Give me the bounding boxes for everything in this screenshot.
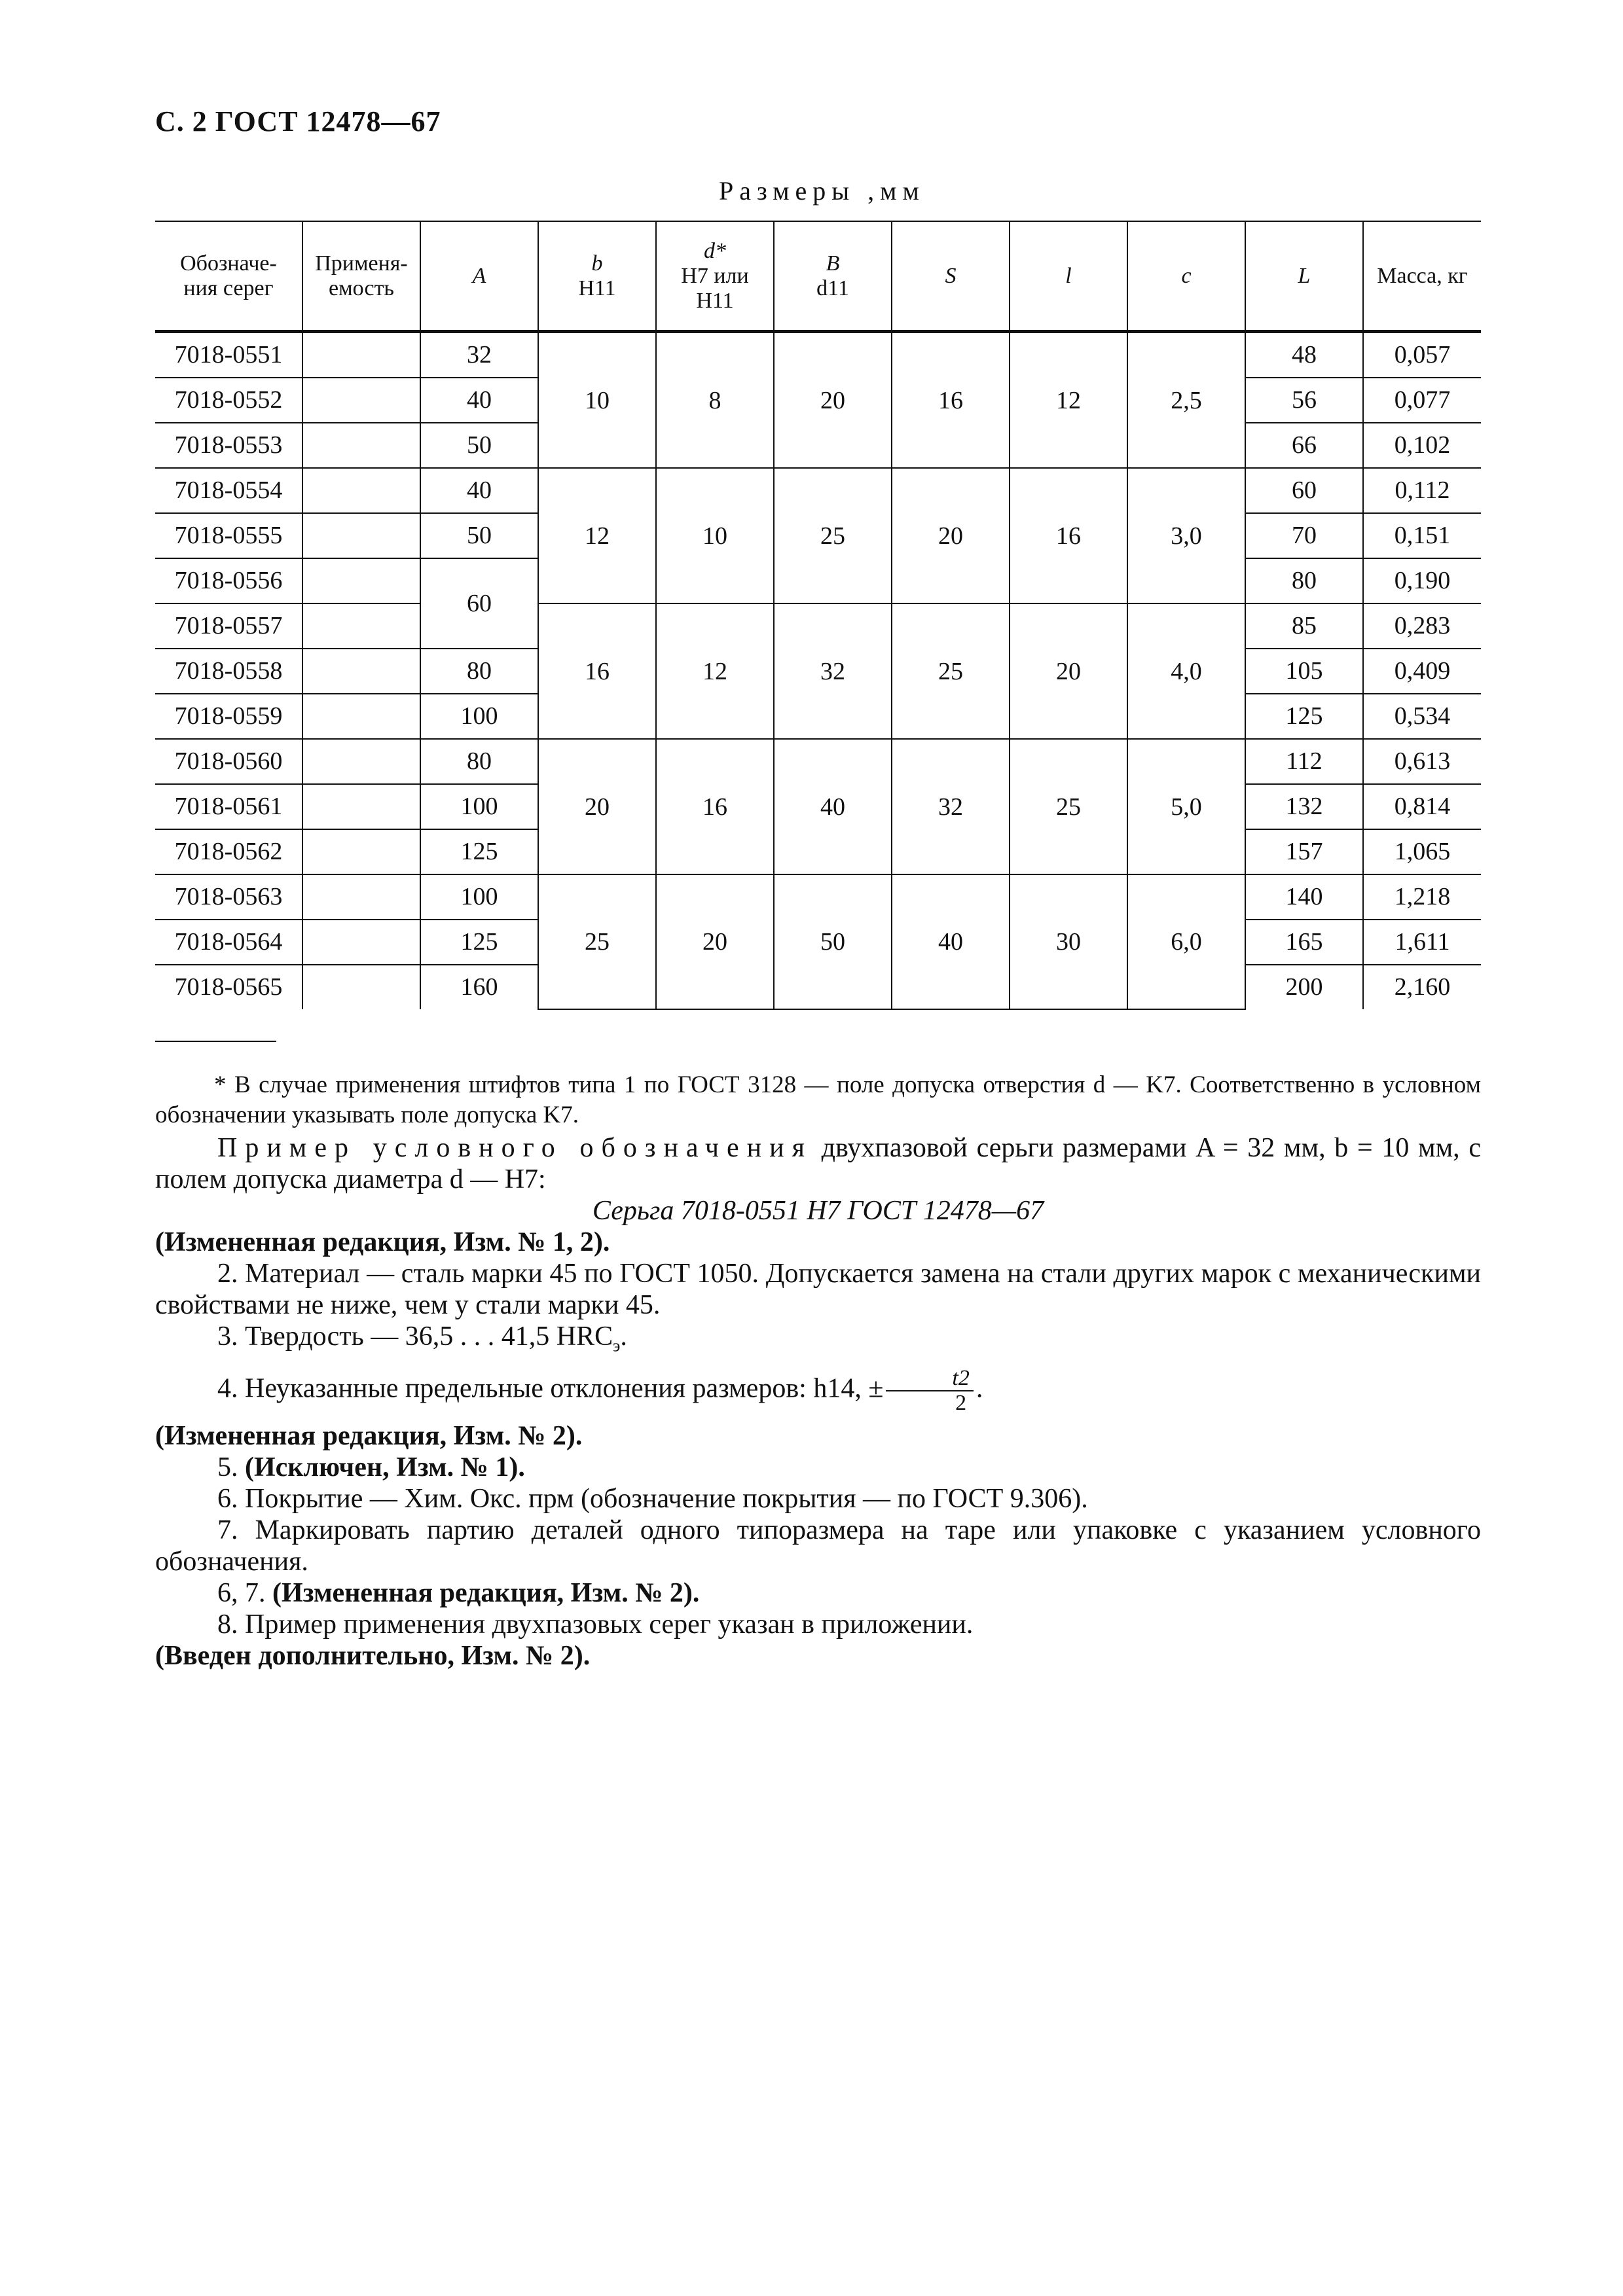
footnote-rule — [155, 1041, 276, 1042]
col-header-designation: Обозначе- ния серег — [155, 221, 302, 332]
revision-note: (Измененная редакция, Изм. № 2). — [155, 1421, 583, 1452]
cell-A: 50 — [420, 423, 538, 468]
item-2-material: 2. Материал — сталь марки 45 по ГОСТ 1050. Допускается замена на стали других марок с механическими свойствами не ниже, чем у стали марки 45. — [155, 1259, 1481, 1320]
col-header-B: B d11 — [774, 221, 892, 332]
cell-L: 80 — [1245, 558, 1363, 603]
cell-A: 100 — [420, 694, 538, 739]
col-header-c: c — [1127, 221, 1245, 332]
cell-code: 7018-0552 — [155, 378, 302, 423]
cell-d: 16 — [656, 739, 774, 874]
cell-S: 25 — [892, 603, 1010, 739]
table-header-row — [155, 221, 1481, 332]
cell-mass: 0,077 — [1363, 378, 1481, 423]
cell-A: 60 — [420, 558, 538, 649]
table-row — [155, 468, 1481, 513]
cell-code: 7018-0551 — [155, 332, 302, 378]
items-6-7-revision: 6, 7. (Измененная редакция, Изм. № 2). — [217, 1578, 700, 1609]
cell-applicability — [302, 920, 420, 965]
cell-mass: 0,057 — [1363, 332, 1481, 378]
cell-A: 80 — [420, 649, 538, 694]
cell-L: 140 — [1245, 874, 1363, 920]
cell-applicability — [302, 603, 420, 649]
item-6-coating: 6. Покрытие — Хим. Окс. прм (обозначение покрытия — по ГОСТ 9.306). — [217, 1484, 1088, 1515]
cell-d: 12 — [656, 603, 774, 739]
cell-A: 40 — [420, 468, 538, 513]
cell-applicability — [302, 829, 420, 874]
cell-c: 5,0 — [1127, 739, 1245, 874]
cell-code: 7018-0558 — [155, 649, 302, 694]
example-designation: Серьга 7018-0551 H7 ГОСТ 12478—67 — [592, 1196, 1044, 1226]
cell-mass: 2,160 — [1363, 965, 1481, 1009]
cell-A: 40 — [420, 378, 538, 423]
cell-B: 40 — [774, 739, 892, 874]
table-footnote: * В случае применения штифтов типа 1 по ГОСТ 3128 — поле допуска отверстия d — K7. Соответственно в условном обозначении указывать поле допуска K7. — [155, 1071, 1481, 1128]
cell-B: 20 — [774, 332, 892, 469]
cell-code: 7018-0564 — [155, 920, 302, 965]
cell-mass: 0,613 — [1363, 739, 1481, 784]
cell-applicability — [302, 874, 420, 920]
cell-B: 50 — [774, 874, 892, 1009]
cell-c: 2,5 — [1127, 332, 1245, 469]
revision-note: (Введен дополнительно, Изм. № 2). — [155, 1641, 591, 1672]
cell-b: 20 — [538, 739, 656, 874]
body-text — [155, 1132, 1481, 1672]
cell-code: 7018-0560 — [155, 739, 302, 784]
page-header: С. 2 ГОСТ 12478—67 — [155, 105, 441, 137]
col-header-L: L — [1245, 221, 1363, 332]
col-header-A: A — [420, 221, 538, 332]
example-paragraph — [155, 1132, 1481, 1195]
cell-L: 56 — [1245, 378, 1363, 423]
example-description: двухпазовой серьги размерами A = 32 мм, b = 10 мм, с полем допуска диаметра d — H7: — [155, 1133, 1481, 1194]
cell-mass: 0,151 — [1363, 513, 1481, 558]
cell-mass: 1,611 — [1363, 920, 1481, 965]
cell-l: 20 — [1010, 603, 1127, 739]
table-row — [155, 739, 1481, 784]
cell-applicability — [302, 558, 420, 603]
cell-L: 66 — [1245, 423, 1363, 468]
cell-code: 7018-0559 — [155, 694, 302, 739]
cell-applicability — [302, 965, 420, 1009]
example-heading: Пример условного обозначения — [217, 1133, 812, 1163]
cell-L: 60 — [1245, 468, 1363, 513]
cell-applicability — [302, 378, 420, 423]
cell-A: 125 — [420, 829, 538, 874]
cell-applicability — [302, 423, 420, 468]
cell-S: 16 — [892, 332, 1010, 469]
cell-code: 7018-0565 — [155, 965, 302, 1009]
cell-applicability — [302, 784, 420, 829]
cell-L: 105 — [1245, 649, 1363, 694]
cell-applicability — [302, 468, 420, 513]
cell-L: 125 — [1245, 694, 1363, 739]
table-row — [155, 874, 1481, 920]
cell-l: 25 — [1010, 739, 1127, 874]
cell-mass: 0,409 — [1363, 649, 1481, 694]
cell-mass: 0,102 — [1363, 423, 1481, 468]
cell-S: 32 — [892, 739, 1010, 874]
cell-L: 112 — [1245, 739, 1363, 784]
cell-L: 70 — [1245, 513, 1363, 558]
cell-A: 125 — [420, 920, 538, 965]
cell-A: 32 — [420, 332, 538, 378]
cell-L: 85 — [1245, 603, 1363, 649]
cell-B: 32 — [774, 603, 892, 739]
cell-mass: 0,112 — [1363, 468, 1481, 513]
cell-code: 7018-0563 — [155, 874, 302, 920]
cell-c: 4,0 — [1127, 603, 1245, 739]
cell-mass: 0,814 — [1363, 784, 1481, 829]
cell-code: 7018-0554 — [155, 468, 302, 513]
cell-code: 7018-0562 — [155, 829, 302, 874]
cell-l: 12 — [1010, 332, 1127, 469]
cell-applicability — [302, 694, 420, 739]
col-header-l: l — [1010, 221, 1127, 332]
cell-A: 80 — [420, 739, 538, 784]
cell-mass: 0,190 — [1363, 558, 1481, 603]
cell-c: 6,0 — [1127, 874, 1245, 1009]
cell-l: 30 — [1010, 874, 1127, 1009]
cell-mass: 1,218 — [1363, 874, 1481, 920]
cell-A: 50 — [420, 513, 538, 558]
revision-note: (Измененная редакция, Изм. № 1, 2). — [155, 1227, 610, 1257]
item-4-tolerances: 4. Неуказанные предельные отклонения размеров: h14, ± $\frac{t2}{2}$ . — [217, 1366, 983, 1416]
cell-b: 10 — [538, 332, 656, 469]
cell-L: 200 — [1245, 965, 1363, 1009]
cell-c: 3,0 — [1127, 468, 1245, 603]
cell-L: 157 — [1245, 829, 1363, 874]
cell-code: 7018-0556 — [155, 558, 302, 603]
cell-d: 20 — [656, 874, 774, 1009]
col-header-d: d* H7 или H11 — [656, 221, 774, 332]
item-8-application: 8. Пример применения двухпазовых серег указан в приложении. — [217, 1609, 974, 1640]
item-5-excluded: 5. (Исключен, Изм. № 1). — [217, 1452, 525, 1483]
cell-applicability — [302, 513, 420, 558]
table-row — [155, 332, 1481, 378]
cell-b: 12 — [538, 468, 656, 603]
cell-B: 25 — [774, 468, 892, 603]
table-row — [155, 603, 1481, 649]
cell-code: 7018-0557 — [155, 603, 302, 649]
item-3-hardness: 3. Твердость — 36,5 . . . 41,5 $HRC_э$. — [217, 1321, 627, 1355]
col-header-mass: Масса, кг — [1363, 221, 1481, 332]
tolerance-fraction: $\frac{t2}{2}$ — [886, 1367, 973, 1415]
cell-code: 7018-0555 — [155, 513, 302, 558]
cell-L: 48 — [1245, 332, 1363, 378]
cell-b: 25 — [538, 874, 656, 1009]
cell-mass: 1,065 — [1363, 829, 1481, 874]
dimensions-table — [155, 221, 1481, 1010]
col-header-applicability: Применя- емость — [302, 221, 420, 332]
cell-code: 7018-0561 — [155, 784, 302, 829]
cell-S: 20 — [892, 468, 1010, 603]
item-7-marking: 7. Маркировать партию деталей одного типоразмера на таре или упаковке с указанием условного обозначения. — [155, 1515, 1481, 1577]
col-header-b: b H11 — [538, 221, 656, 332]
cell-mass: 0,534 — [1363, 694, 1481, 739]
cell-applicability — [302, 649, 420, 694]
cell-applicability — [302, 739, 420, 784]
cell-d: 10 — [656, 468, 774, 603]
col-header-S: S — [892, 221, 1010, 332]
cell-A: 100 — [420, 874, 538, 920]
cell-b: 16 — [538, 603, 656, 739]
cell-d: 8 — [656, 332, 774, 469]
cell-A: 100 — [420, 784, 538, 829]
cell-code: 7018-0553 — [155, 423, 302, 468]
cell-S: 40 — [892, 874, 1010, 1009]
cell-L: 132 — [1245, 784, 1363, 829]
cell-L: 165 — [1245, 920, 1363, 965]
cell-l: 16 — [1010, 468, 1127, 603]
table-caption: Размеры ,мм — [719, 176, 925, 206]
cell-applicability — [302, 332, 420, 378]
cell-mass: 0,283 — [1363, 603, 1481, 649]
cell-A: 160 — [420, 965, 538, 1009]
